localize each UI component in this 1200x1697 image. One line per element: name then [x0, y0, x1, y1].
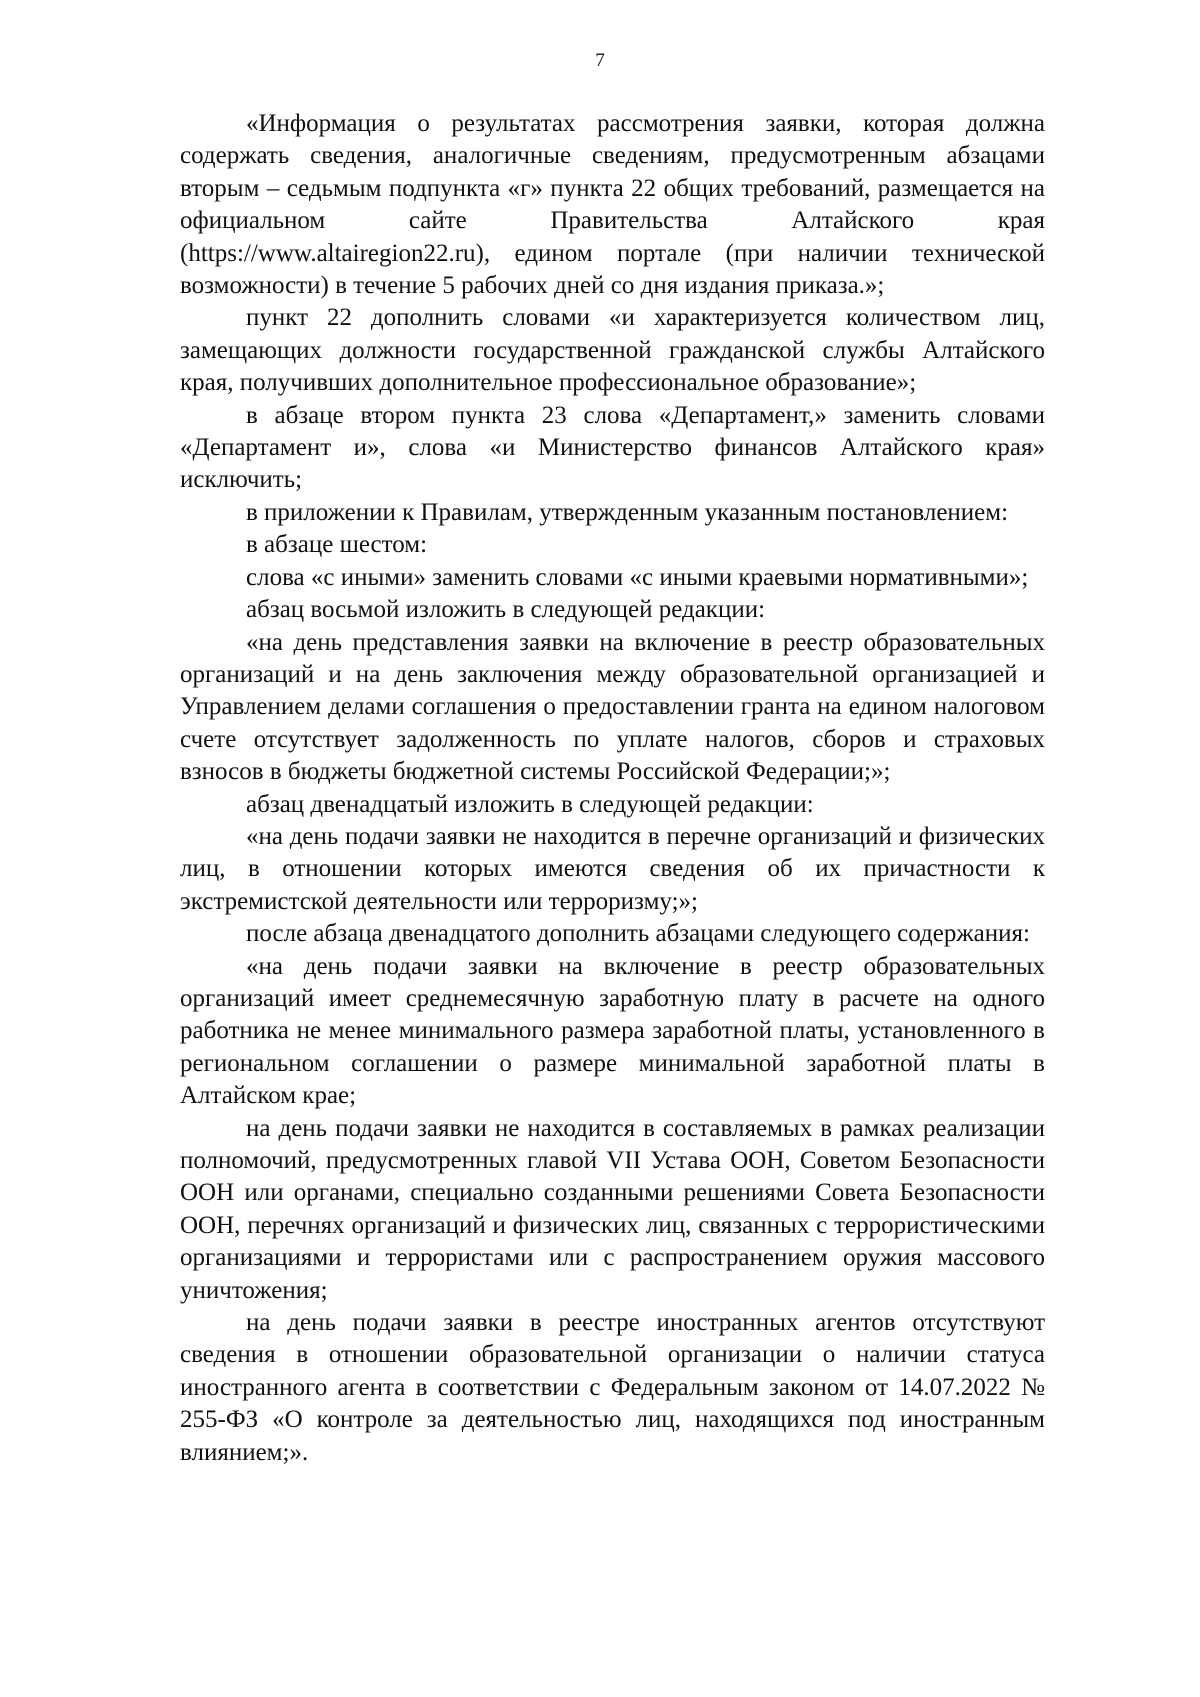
paragraph: абзац восьмой изложить в следующей редакции: [246, 596, 766, 624]
paragraph: «Информация о результатах рассмотрения заявки, которая должна содержать сведения, аналогичные сведениям, предусмотренным абзацами вторым – седьмым подпункта «г» пункта 22 общих требований, размещается на официальном сайте Правительства Алтайского края (https://www.altairegion22.ru), едином портале (при наличии технической возможности) в течение 5 рабочих дней со дня издания приказа.»; [180, 110, 1045, 300]
paragraph: абзац двенадцатый изложить в следующей редакции: [246, 790, 814, 818]
paragraph: «на день представления заявки на включение в реестр образовательных организаций и на день заключения между образовательной организацией и Управлением делами соглашения о предоставлении гранта на едином налоговом счете отсутствует задолженность по уплате налогов, сборов и страховых взносов в бюджеты бюджетной системы Российской Федерации;»; [180, 628, 1045, 786]
paragraph: «на день подачи заявки на включение в реестр образовательных организаций имеет среднемесячную заработную плату в расчете на одного работника не менее минимального размера заработной платы, установленного в региональном соглашении о размере минимальной заработной платы в Алтайском крае; [180, 952, 1045, 1110]
paragraph: на день подачи заявки не находится в составляемых в рамках реализации полномочий, предусмотренных главой VII Устава ООН, Советом Безопасности ООН или органами, специально созданными решениями Совета Безопасности ООН, перечнях организаций и физических лиц, связанных с террористическими организациями и террористами или с распространением оружия массового уничтожения; [180, 1114, 1045, 1304]
paragraph: слова «с иными» заменить словами «с иными краевыми нормативными»; [246, 563, 1029, 591]
paragraph: в приложении к Правилам, утвержденным указанным постановлением: [246, 498, 1009, 526]
document-body [180, 108, 1045, 1469]
paragraph: на день подачи заявки в реестре иностранных агентов отсутствуют сведения в отношении образовательной организации о наличии статуса иностранного агента в соответствии с Федеральным законом от 14.07.2022 № 255-ФЗ «О контроле за деятельностью лиц, находящихся под иностранным влиянием;». [180, 1309, 1045, 1466]
paragraph: пункт 22 дополнить словами «и характеризуется количеством лиц, замещающих должности государственной гражданской службы Алтайского края, получивших дополнительное профессиональное образование»; [180, 304, 1045, 397]
paragraph: в абзаце шестом: [246, 531, 428, 559]
paragraph: в абзаце втором пункта 23 слова «Департамент,» заменить словами «Департамент и», слова «и Министерство финансов Алтайского края» исключить; [180, 401, 1045, 494]
page-number: 7 [595, 50, 605, 71]
paragraph: после абзаца двенадцатого дополнить абзацами следующего содержания: [246, 920, 1030, 948]
paragraph: «на день подачи заявки не находится в перечне организаций и физических лиц, в отношении которых имеются сведения об их причастности к экстремистской деятельности или терроризму;»; [180, 822, 1045, 915]
